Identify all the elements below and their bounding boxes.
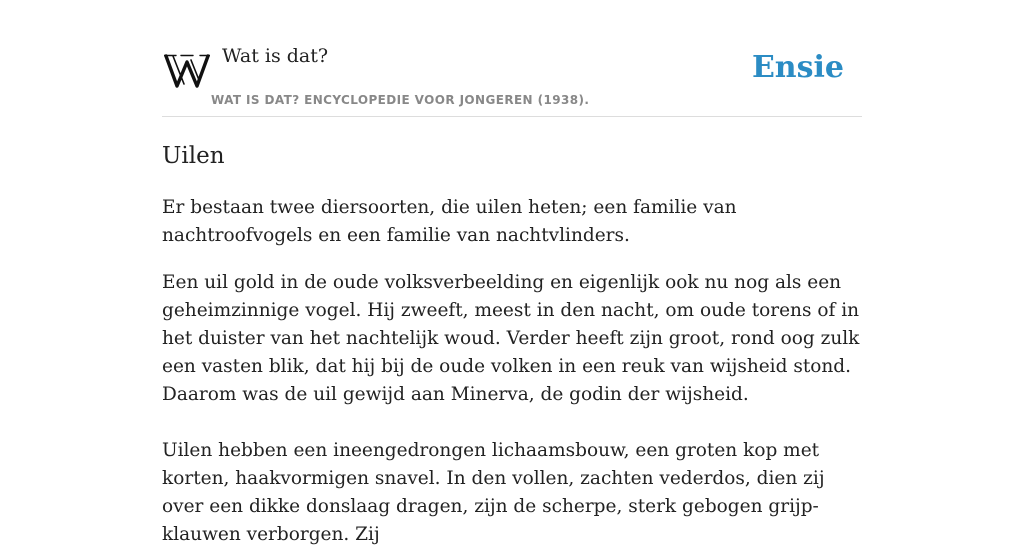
wikipedia-w-icon[interactable] (164, 50, 210, 90)
brand-logo-link[interactable]: Ensie (751, 50, 844, 85)
article-paragraph: Uilen hebben een ineengedrongen lichaamsbouw, een groten kop met korten, haakvormigen snavel. In den vollen, zachten vederdos, dien zij over een dikke donslaag dragen, zijn de scherpe, sterk gebogen grijp-klauwen verborgen. Zij (162, 440, 825, 545)
article-paragraph: Een uil gold in de oude volksverbeelding en eigenlijk ook nu nog als een geheimzinnige vogel. Hij zweeft, meest in den nacht, om oude torens of in het duister van het nachtelijk woud. Verder heeft zijn groot, rond oog zulk een vasten blik, dat hij bij de oude volken in een reuk van wijsheid stond. Daarom was de uil gewijd aan Minerva, de godin der wijsheid. (162, 272, 860, 405)
page-header (162, 0, 862, 117)
source-caption: WAT IS DAT? ENCYCLOPEDIE VOOR JONGEREN (1938). (211, 93, 590, 107)
article-title: Uilen (162, 143, 225, 169)
book-title[interactable]: Wat is dat? (222, 45, 329, 67)
article-paragraph: Er bestaan twee diersoorten, die uilen heten; een familie van nachtroofvogels en een familie van nachtvlinders. (162, 197, 737, 246)
page-container (162, 0, 862, 549)
